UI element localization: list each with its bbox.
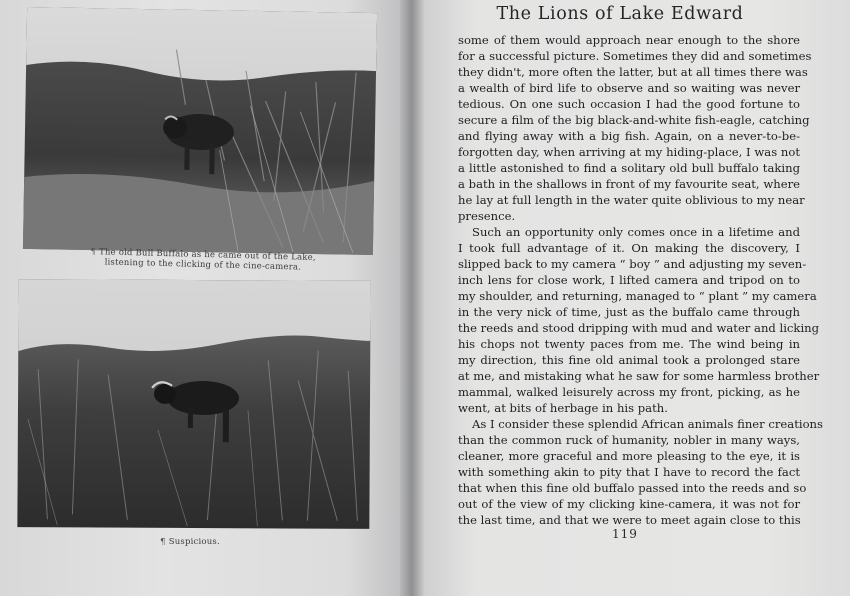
text-line: a wealth of bird life to observe and so waiting was never [458,81,800,95]
text-line: they didn't, more often the latter, but at all times there was [458,65,808,79]
caption-text: The old Bull Buffalo as he came out of the Lake, listening to the clicking of the cine-camera. [98,247,316,273]
photo-caption [120,537,260,547]
photo-bull-buffalo [23,7,377,258]
text-line: I took full advantage of it. On making the discovery, I [458,241,800,255]
text-line: Such an opportunity only comes once in a lifetime and [472,225,800,239]
text-line: my direction, this fine old animal took a prolonged stare [458,353,800,367]
text-line: went, at bits of herbage in his path. [458,401,668,415]
text-line: As I consider these splendid African animals finer creations [472,417,823,431]
text-line: cleaner, more graceful and more pleasing to the eye, it is [458,449,800,463]
caption-mark: ¶ [90,247,97,258]
text-line: presence. [458,209,516,223]
text-line: the last time, and that we were to meet again close to this [458,513,801,527]
photo-suspicious-buffalo [17,279,370,529]
text-line: a bath in the shallows in front of my favourite seat, where [458,177,800,191]
text-line: secure a film of the big black-and-white fish-eagle, catching [458,113,810,127]
text-line: my shoulder, and returning, managed to “ plant ” my camera [458,289,817,303]
text-line: and flying away with a big fish. Again, on a never-to-be- [458,129,800,143]
text-line: with something akin to pity that I have to record the fact [458,465,800,479]
text-line: the reeds and stood dripping with mud and water and licking [458,321,820,335]
text-line: inch lens for close work, I lifted camera and tripod on to [458,273,800,287]
text-line: mammal, walked leisurely across my front, picking, as he [458,385,800,399]
text-line: some of them would approach near enough to the shore [458,33,800,47]
caption-text: Suspicious. [168,537,220,547]
text-line: slipped back to my camera “ boy ” and adjusting my seven- [458,257,807,271]
running-title: The Lions of Lake Edward [496,4,744,24]
text-line: forgotten day, when arriving at my hiding-place, I was not [458,145,800,159]
text-line: at me, and mistaking what he saw for some harmless brother [458,369,820,383]
text-line: in the very nick of time, just as the buffalo came through [458,305,800,319]
text-line: his chops not twenty paces from me. The wind being in [458,337,800,351]
text-line: a little astonished to find a solitary old bull buffalo taking [458,161,800,175]
text-line: he lay at full length in the water quite oblivious to my near [458,193,805,207]
text-line: for a successful picture. Sometimes they did and sometimes [458,49,812,63]
book-gutter [400,0,426,596]
page-number: 119 [612,527,638,541]
text-line: than the common ruck of humanity, nobler in many ways, [458,433,800,447]
text-line: tedious. On one such occasion I had the good fortune to [458,97,800,111]
text-line: that when this fine old buffalo passed into the reeds and so [458,481,807,495]
caption-mark: ¶ [160,537,166,547]
text-line: out of the view of my clicking kine-camera, it was not for [458,497,800,511]
